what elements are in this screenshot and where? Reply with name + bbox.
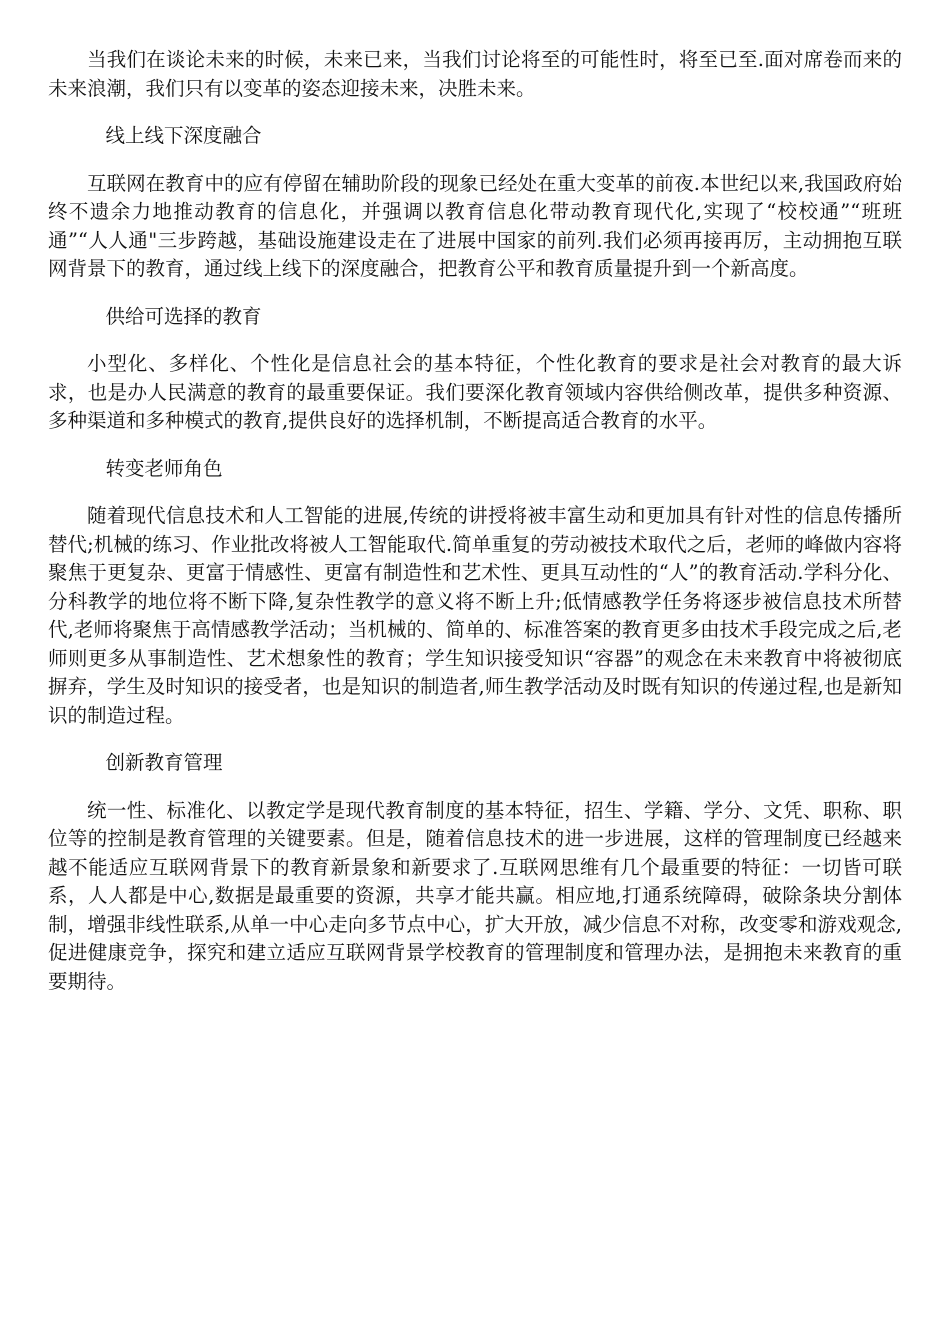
intro-paragraph: 当我们在谈论未来的时候，未来已来，当我们讨论将至的可能性时，将至已至.面对席卷而来的未来浪潮，我们只有以变革的姿态迎接未来，决胜未来。 bbox=[48, 48, 902, 100]
section-heading-education-management: 创新教育管理 bbox=[105, 751, 223, 774]
spacer bbox=[48, 778, 902, 797]
spacer bbox=[48, 436, 902, 455]
spacer bbox=[48, 151, 902, 170]
section-body-selectable-education: 小型化、多样化、个性化是信息社会的基本特征，个性化教育的要求是社会对教育的最大诉求，也是办人民满意的教育的最重要保证。我们要深化教育领域内容供给侧改革，提供多种资源、多种渠道和多种模式的教育,提供良好的选择机制，不断提高适合教育的水平。 bbox=[48, 352, 902, 432]
section-body-education-management: 统一性、标准化、以教定学是现代教育制度的基本特征，招生、学籍、学分、文凭、职称、职位等的控制是教育管理的关键要素。但是，随着信息技术的进一步进展，这样的管理制度已经越来越不能适应互联网背景下的教育新景象和新要求了.互联网思维有几个最重要的特征：一切皆可联系，人人都是中心,数据是最重要的资源，共享才能共赢。相应地,打通系统障碍，破除条块分割体制，增强非线性联系,从单一中心走向多节点中心，扩大开放，减少信息不对称，改变零和游戏观念,促进健康竞争，探究和建立适应互联网背景学校教育的管理制度和管理办法，是拥抱未来教育的重要期待。 bbox=[48, 798, 902, 993]
section-heading-online-offline: 线上线下深度融合 bbox=[105, 124, 262, 147]
spacer bbox=[48, 331, 902, 350]
spacer bbox=[48, 284, 902, 303]
spacer bbox=[48, 103, 902, 122]
document-page bbox=[48, 46, 902, 996]
section-body-teacher-role: 随着现代信息技术和人工智能的进展,传统的讲授将被丰富生动和更加具有针对性的信息传播所替代;机械的练习、作业批改将被人工智能取代.简单重复的劳动被技术取代之后，老师的峰做内容将聚焦于更复杂、更富于情感性、更富有制造性和艺术性、更具互动性的“人”的教育活动.学科分化、分科教学的地位将不断下降,复杂性教学的意义将不断上升;低情感教学任务将逐步被信息技术所替代,老师将聚焦于高情感教学活动；当机械的、简单的、标准答案的教育更多由技术手段完成之后,老师则更多从事制造性、艺术想象性的教育；学生知识接受知识“容器”的观念在未来教育中将被彻底摒弃，学生及时知识的接受者，也是知识的制造者,师生教学活动及时既有知识的传递过程,也是新知识的制造过程。 bbox=[48, 504, 902, 727]
spacer bbox=[48, 730, 902, 749]
section-heading-teacher-role: 转变老师角色 bbox=[105, 456, 223, 480]
spacer bbox=[48, 483, 902, 502]
section-heading-selectable-education: 供给可选择的教育 bbox=[105, 304, 262, 328]
section-body-online-offline: 互联网在教育中的应有停留在辅助阶段的现象已经处在重大变革的前夜.本世纪以来,我国政府始终不遗余力地推动教育的信息化，并强调以教育信息化带动教育现代化,实现了“校校通”“班班通”“人人通"三步跨越，基础设施建设走在了进展中国家的前列.我们必须再接再厉，主动拥抱互联网背景下的教育，通过线上线下的深度融合，把教育公平和教育质量提升到一个新高度。 bbox=[48, 171, 902, 280]
